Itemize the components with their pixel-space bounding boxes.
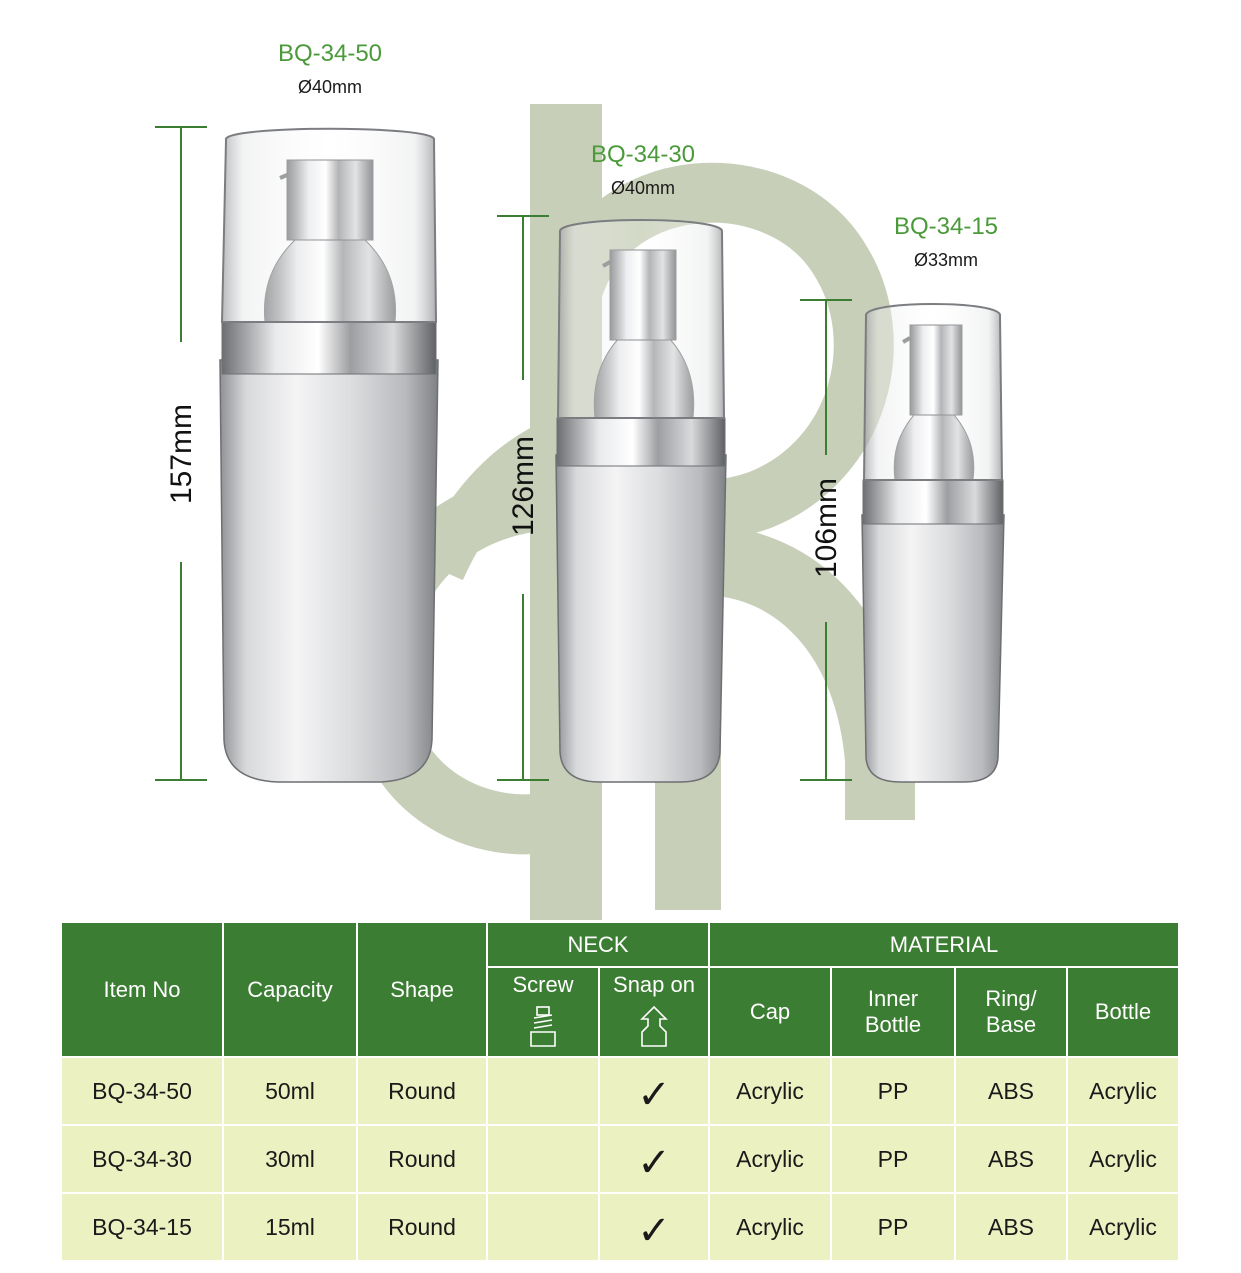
header-snap-on: [600, 968, 708, 1056]
cell-ring-base: ABS: [956, 1126, 1066, 1192]
cell-cap: Acrylic: [710, 1194, 830, 1260]
cell-ring-base: ABS: [956, 1058, 1066, 1124]
cell-inner-bottle: PP: [832, 1194, 954, 1260]
header-ring-base-line1: Ring/: [985, 986, 1037, 1011]
cell-capacity: 50ml: [224, 1058, 356, 1124]
header-inner-bottle-line2: Bottle: [864, 1012, 922, 1037]
product-diameter-label: Ø40mm: [297, 77, 362, 97]
header-item-no: Item No: [62, 923, 222, 1056]
header-neck: NECK: [488, 923, 708, 966]
cell-capacity: 30ml: [224, 1126, 356, 1192]
header-bottle: Bottle: [1068, 968, 1178, 1056]
cell-cap: Acrylic: [710, 1126, 830, 1192]
header-capacity: Capacity: [224, 923, 356, 1056]
spec-table: [60, 921, 1180, 1262]
cell-bottle: Acrylic: [1068, 1058, 1178, 1124]
snap-neck-icon: [636, 1004, 672, 1048]
cell-snap-on: [600, 1126, 708, 1192]
cell-snap-on: [600, 1194, 708, 1260]
cell-item-no: BQ-34-50: [62, 1058, 222, 1124]
header-inner-bottle-line1: Inner: [867, 986, 919, 1011]
cell-shape: Round: [358, 1126, 486, 1192]
table-row: [62, 1126, 1178, 1192]
cell-screw: [488, 1126, 598, 1192]
screw-neck-icon: [525, 1004, 561, 1048]
header-ring-base: [956, 968, 1066, 1056]
checkmark-icon: ✓: [637, 1209, 671, 1253]
cell-item-no: BQ-34-15: [62, 1194, 222, 1260]
header-inner-bottle: [832, 968, 954, 1056]
bottle-15ml: [862, 304, 1004, 782]
height-dimension: 126mm: [507, 435, 540, 537]
cell-shape: Round: [358, 1058, 486, 1124]
cell-screw: [488, 1194, 598, 1260]
product-code-label: BQ-34-15: [893, 213, 999, 240]
cell-bottle: Acrylic: [1068, 1194, 1178, 1260]
table-row: [62, 1194, 1178, 1260]
bottle-30ml: [556, 220, 726, 782]
cell-inner-bottle: PP: [832, 1126, 954, 1192]
table-row: [62, 1058, 1178, 1124]
cell-shape: Round: [358, 1194, 486, 1260]
header-screw: [488, 968, 598, 1056]
cell-cap: Acrylic: [710, 1058, 830, 1124]
header-ring-base-line2: Base: [985, 1012, 1037, 1037]
product-diameter-label: Ø40mm: [610, 178, 675, 198]
bottle-50ml: [220, 129, 438, 782]
height-dimension: 106mm: [810, 477, 843, 579]
product-code-label: BQ-34-30: [590, 141, 696, 168]
header-snap-on-label: Snap on: [613, 972, 695, 997]
cell-screw: [488, 1058, 598, 1124]
cell-item-no: BQ-34-30: [62, 1126, 222, 1192]
cell-inner-bottle: PP: [832, 1058, 954, 1124]
header-material: MATERIAL: [710, 923, 1178, 966]
cell-snap-on: [600, 1058, 708, 1124]
cell-capacity: 15ml: [224, 1194, 356, 1260]
cell-bottle: Acrylic: [1068, 1126, 1178, 1192]
product-diameter-label: Ø33mm: [913, 250, 978, 270]
checkmark-icon: ✓: [637, 1141, 671, 1185]
header-shape: Shape: [358, 923, 486, 1056]
header-screw-label: Screw: [512, 972, 574, 997]
cell-ring-base: ABS: [956, 1194, 1066, 1260]
checkmark-icon: ✓: [637, 1073, 671, 1117]
height-dimension: 157mm: [165, 403, 198, 505]
header-cap: Cap: [710, 968, 830, 1056]
product-code-label: BQ-34-50: [277, 40, 383, 67]
